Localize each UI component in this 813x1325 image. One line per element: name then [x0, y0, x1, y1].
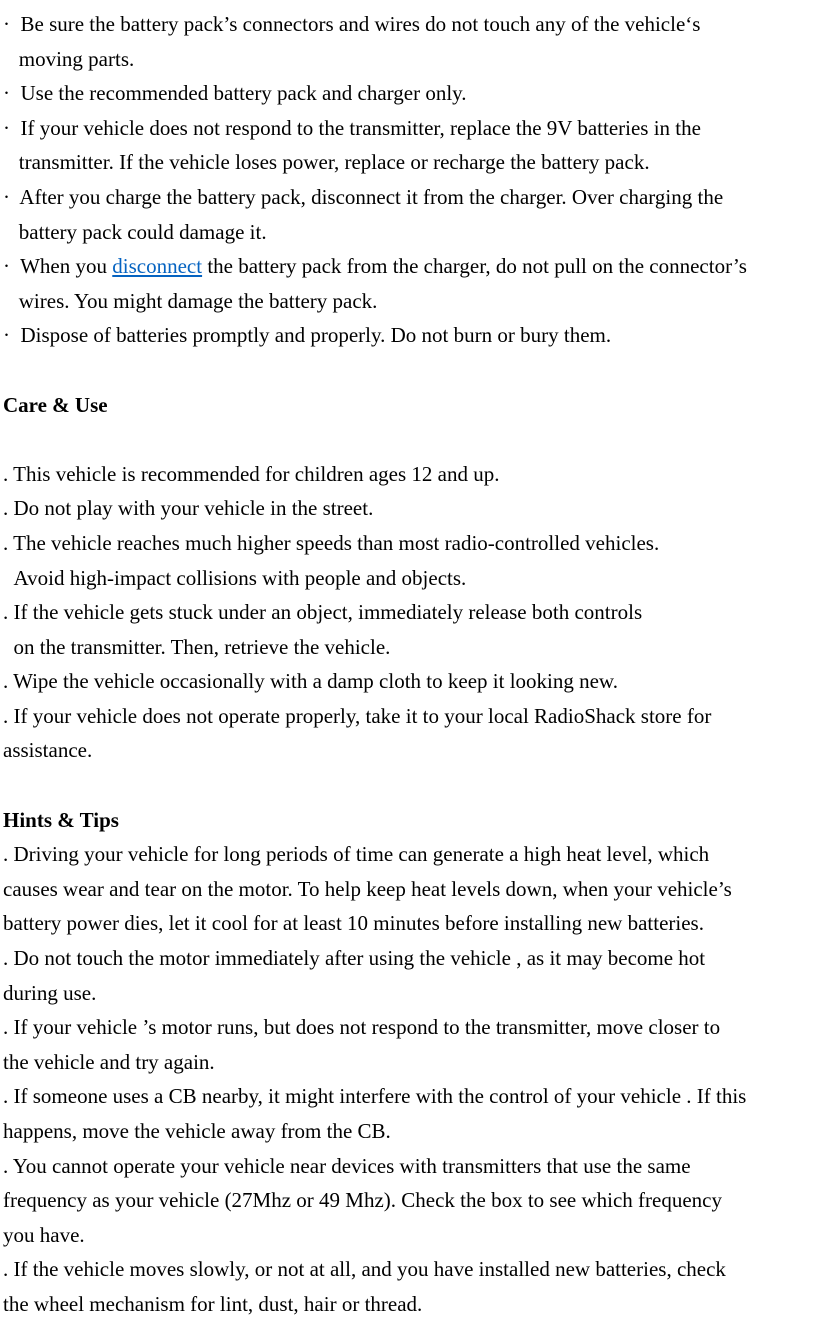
safety-bullet-line: · Use the recommended battery pack and charger only. [3, 81, 467, 106]
hints-line: . If your vehicle ’s motor runs, but does not respond to the transmitter, move closer to [3, 1015, 721, 1040]
care-line: . If your vehicle does not operate properly, take it to your local RadioShack store for [3, 703, 712, 728]
disconnect-link[interactable]: disconnect [112, 254, 203, 279]
hints-line: . If the vehicle moves slowly, or not at all, and you have installed new batteries, check [3, 1257, 726, 1282]
safety-bullet-continuation: wires. You might damage the battery pack. [3, 288, 378, 313]
hints-tips-heading: Hints & Tips [3, 807, 119, 832]
hints-line: . Driving your vehicle for long periods of time can generate a high heat level, which [3, 842, 710, 867]
safety-bullet-continuation: moving parts. [3, 46, 135, 71]
blank-line [3, 422, 809, 457]
care-line: . The vehicle reaches much higher speeds than most radio-controlled vehicles. [3, 530, 660, 555]
hints-line-continuation: frequency as your vehicle (27Mhz or 49 Mhz). Check the box to see which frequency [3, 1188, 723, 1213]
safety-bullet-continuation: transmitter. If the vehicle loses power, replace or recharge the battery pack. [3, 150, 650, 175]
care-line: . If the vehicle gets stuck under an object, immediately release both controls [3, 600, 643, 625]
hints-line-continuation: happens, move the vehicle away from the CB. [3, 1119, 391, 1143]
hints-line: . If someone uses a CB nearby, it might interfere with the control of your vehicle . If this [3, 1084, 747, 1109]
hints-line-continuation: battery power dies, let it cool for at least 10 minutes before installing new batteries. [3, 911, 704, 936]
care-line: . This vehicle is recommended for children ages 12 and up. [3, 461, 500, 486]
hints-line: . Do not touch the motor immediately after using the vehicle , as it may become hot [3, 946, 706, 971]
care-line: . Wipe the vehicle occasionally with a damp cloth to keep it looking new. [3, 669, 618, 694]
hints-line-continuation: you have. [3, 1222, 85, 1247]
care-use-heading: Care & Use [3, 392, 108, 417]
hints-line-continuation: during use. [3, 980, 97, 1005]
safety-bullet-continuation: battery pack could damage it. [3, 219, 267, 244]
care-line-continuation: assistance. [3, 738, 93, 763]
safety-bullet-line: · Be sure the battery pack’s connectors and wires do not touch any of the vehicle‘s [3, 12, 701, 36]
safety-bullet-line: · After you charge the battery pack, disconnect it from the charger. Over charging the [3, 184, 724, 209]
care-line: . Do not play with your vehicle in the street. [3, 496, 374, 521]
safety-bullet-line: · Dispose of batteries promptly and properly. Do not burn or bury them. [3, 323, 612, 348]
safety-bullet-line-with-link [3, 249, 809, 284]
hints-line-continuation: the wheel mechanism for lint, dust, hair or thread. [3, 1291, 423, 1316]
care-line-continuation: Avoid high-impact collisions with people and objects. [3, 565, 467, 590]
hints-line: . You cannot operate your vehicle near devices with transmitters that use the same [3, 1153, 691, 1178]
hints-line-continuation: the vehicle and try again. [3, 1049, 215, 1074]
blank-line [3, 768, 809, 803]
blank-line [3, 353, 809, 388]
link-line-before: · When you [3, 254, 113, 279]
safety-bullet-line: · If your vehicle does not respond to the transmitter, replace the 9V batteries in the [3, 115, 701, 140]
hints-line-continuation: causes wear and tear on the motor. To help keep heat levels down, when your vehicle’s [3, 876, 732, 901]
link-line-after: the battery pack from the charger, do not pull on the connector’s [202, 254, 747, 279]
care-line-continuation: on the transmitter. Then, retrieve the vehicle. [3, 634, 391, 659]
